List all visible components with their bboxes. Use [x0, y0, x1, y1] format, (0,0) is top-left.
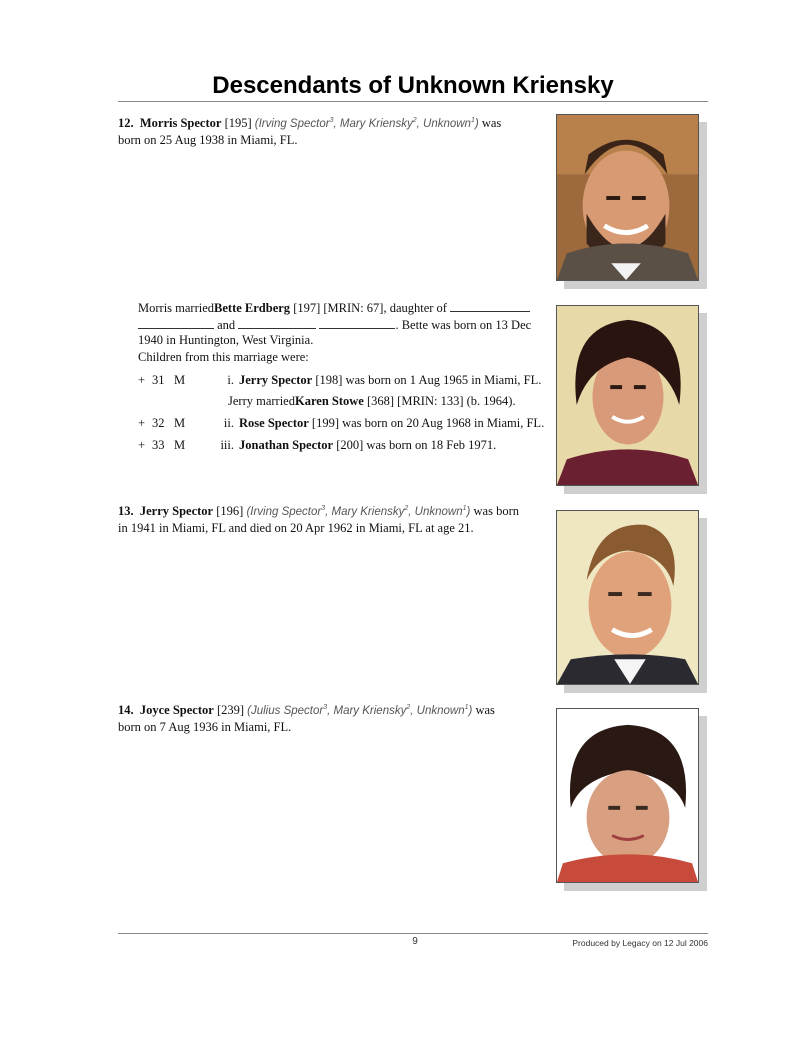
photo-jerry-spector: [556, 510, 699, 685]
child-name: Jonathan Spector: [239, 438, 334, 452]
child-name: Rose Spector: [239, 416, 309, 430]
entry-14-header: 14. Joyce Spector [239] (Julius Spector$^3$, Mary Kriensky$^2$, Unknown$^1$) was born on 7 Aug 1936 in Miami, FL.: [118, 703, 495, 734]
child-marriage: Jerry marriedKaren Stowe [368] [MRIN: 133] (b. 1964).: [228, 394, 516, 408]
entry-13-header: 13. Jerry Spector [196] (Irving Spector$^3$, Mary Kriensky$^2$, Unknown$^1$) was born in 1941 in Miami, FL and died on 20 Apr 1962 in Miami, FL at age 21.: [118, 504, 519, 535]
child-name: Jerry Spector: [239, 373, 313, 387]
header-divider: [118, 101, 708, 102]
entry-12-marriage: Morris marriedBette Erdberg [197] [MRIN: 67], daughter of and . Bette was born on 13 Dec 1940 in Huntington, West Virginia.: [138, 301, 532, 347]
entry-13-ancestry: (Irving Spector$^3$, Mary Kriensky$^2$, Unknown$^1$): [246, 505, 471, 518]
entry-13-name: Jerry Spector: [139, 504, 214, 518]
entry-12-name: Morris Spector: [139, 116, 222, 130]
produced-by: Produced by Legacy on 12 Jul 2006: [572, 938, 708, 948]
child-row-31: + 31 M i. Jerry Spector [198] was born on 1 Aug 1965 in Miami, FL.: [138, 373, 542, 387]
photo-morris-spector: [556, 114, 699, 281]
spouse-name: Bette Erdberg: [214, 301, 291, 315]
entry-12-birth: born on 25 Aug 1938 in Miami, FL.: [118, 132, 298, 147]
page-number: 9: [412, 936, 418, 947]
entry-12-number: 12.: [118, 116, 134, 130]
entry-12-id: [195]: [224, 116, 252, 130]
entry-14-name: Joyce Spector: [139, 703, 214, 717]
footer-divider: [118, 933, 708, 934]
page-title: Descendants of Unknown Kriensky: [212, 72, 614, 99]
children-header: Children from this marriage were:: [138, 350, 309, 364]
entry-12-header: 12. Morris Spector [195] (Irving Spector$^3$, Mary Kriensky$^2$, Unknown$^1$) was born on 25 Aug 1938 in Miami, FL.: [118, 116, 502, 147]
child-row-32: + 32 M ii. Rose Spector [199] was born on 20 Aug 1968 in Miami, FL.: [138, 416, 545, 430]
entry-12-ancestry: (Irving Spector$^3$, Mary Kriensky$^2$, Unknown$^1$): [254, 117, 479, 130]
child-row-33: + 33 M iii. Jonathan Spector [200] was born on 18 Feb 1971.: [138, 438, 497, 452]
photo-joyce-spector: [556, 708, 699, 883]
entry-14-ancestry: (Julius Spector$^3$, Mary Kriensky$^2$, Unknown$^1$): [247, 704, 473, 717]
entry-13-life: in 1941 in Miami, FL and died on 20 Apr 1962 in Miami, FL at age 21.: [118, 520, 474, 535]
photo-bette-erdberg: [556, 305, 699, 486]
entry-14-birth: born on 7 Aug 1936 in Miami, FL.: [118, 719, 292, 734]
